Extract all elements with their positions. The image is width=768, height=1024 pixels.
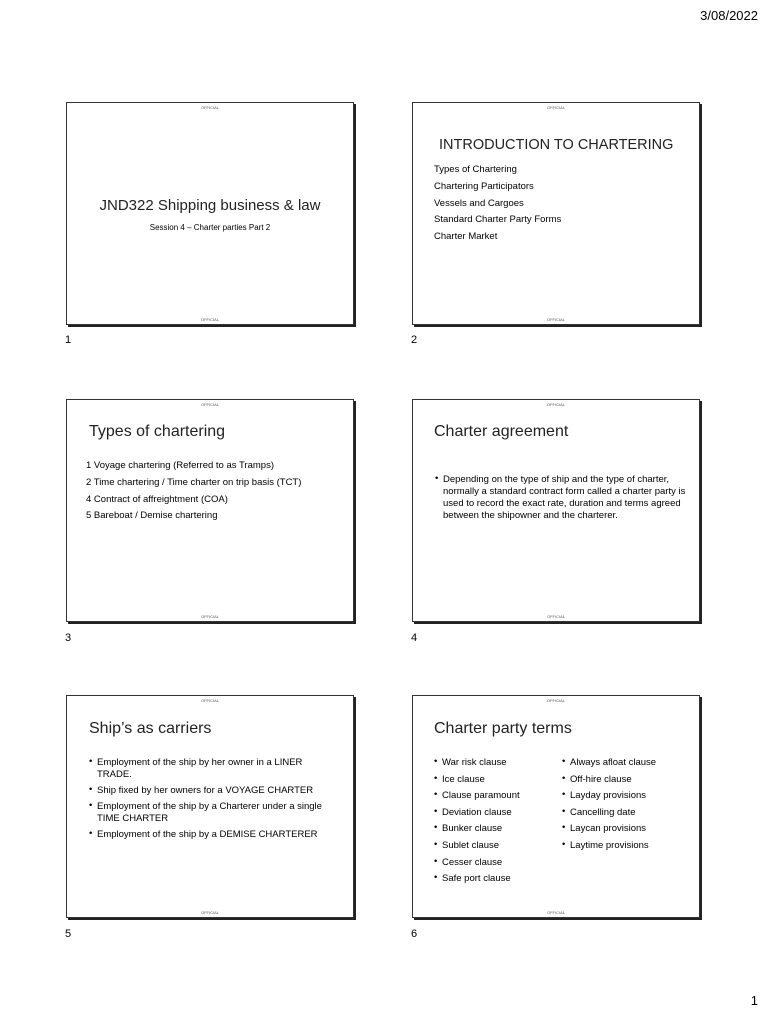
official-label: OFFICIAL xyxy=(200,614,219,619)
official-label: OFFICIAL xyxy=(200,910,219,915)
slide-number: 6 xyxy=(411,928,418,940)
slide-subtitle: Session 4 – Charter parties Part 2 xyxy=(149,223,271,232)
bullet-item: • Always afloat clause xyxy=(562,757,692,769)
slide-bullets-left xyxy=(434,757,554,890)
slide-title: Ship’s as carriers xyxy=(89,720,212,737)
official-label: OFFICIAL xyxy=(546,698,565,703)
list-item: 4 Contract of affreightment (COA) xyxy=(86,493,228,505)
list-item: Types of Chartering xyxy=(434,164,517,175)
bullet-item: • Deviation clause xyxy=(434,807,554,819)
slide-number: 4 xyxy=(411,632,418,644)
list-item: Standard Charter Party Forms xyxy=(434,214,562,226)
slide-bullets xyxy=(435,474,697,526)
slide-title: JND322 Shipping business & law xyxy=(99,197,321,214)
official-label: OFFICIAL xyxy=(546,105,565,110)
bullet-item: • Laytime provisions xyxy=(562,840,692,852)
slide-title: INTRODUCTION TO CHARTERING xyxy=(439,137,674,153)
list-item: 5 Bareboat / Demise chartering xyxy=(86,510,218,522)
slide-number: 5 xyxy=(65,928,72,940)
bullet-item: • Laycan provisions xyxy=(562,823,692,835)
list-item: 2 Time chartering / Time charter on trip basis (TCT) xyxy=(86,476,302,488)
slide-6 xyxy=(412,695,700,918)
slide-number: 1 xyxy=(65,334,72,346)
bullet-item: • War risk clause xyxy=(434,757,554,769)
slide-number: 2 xyxy=(411,334,418,346)
official-label: OFFICIAL xyxy=(200,317,219,322)
page-date: 3/08/2022 xyxy=(700,8,758,23)
slide-list xyxy=(434,162,561,246)
slide-3 xyxy=(66,399,354,622)
list-item: Chartering Participators xyxy=(434,180,534,192)
official-label: OFFICIAL xyxy=(200,402,219,407)
slide-title: Charter party terms xyxy=(434,720,572,737)
bullet-item: • Safe port clause xyxy=(434,873,554,885)
bullet-item: • Employment of the ship by a Charterer under a single TIME CHARTER xyxy=(89,801,334,825)
page-number: 1 xyxy=(750,993,758,1008)
bullet-item: • Sublet clause xyxy=(434,840,554,852)
bullet-item: • Employment of the ship by a DEMISE CHARTERER xyxy=(89,829,334,841)
slide-number: 3 xyxy=(65,632,72,644)
slide-2 xyxy=(412,102,700,325)
bullet-item: • Ship fixed by her owners for a VOYAGE CHARTER xyxy=(89,785,334,797)
official-label: OFFICIAL xyxy=(200,105,219,110)
slide-1 xyxy=(66,102,354,325)
bullet-item: • Cancelling date xyxy=(562,807,692,819)
list-item: Vessels and Cargoes xyxy=(434,197,524,209)
slide-4 xyxy=(412,399,700,622)
bullet-item: • Off-hire clause xyxy=(562,774,692,786)
bullet-item: • Clause paramount xyxy=(434,790,554,802)
slide-bullets-right xyxy=(562,757,692,857)
list-item: Charter Market xyxy=(434,231,498,243)
slide-title: Charter agreement xyxy=(434,423,569,440)
official-label: OFFICIAL xyxy=(546,317,565,322)
bullet-item: • Ice clause xyxy=(434,774,554,786)
bullet-item: • Depending on the type of ship and the type of charter, normally a standard contract form called a charter party is used to record the exact rate, duration and terms agreed between the shipowner and the charterer. xyxy=(435,474,697,522)
slide-bullets xyxy=(89,757,334,845)
official-label: OFFICIAL xyxy=(546,402,565,407)
bullet-item: • Cesser clause xyxy=(434,857,554,869)
slide-title: Types of chartering xyxy=(89,423,226,440)
official-label: OFFICIAL xyxy=(200,698,219,703)
bullet-item: • Layday provisions xyxy=(562,790,692,802)
official-label: OFFICIAL xyxy=(546,614,565,619)
official-label: OFFICIAL xyxy=(546,910,565,915)
bullet-item: • Bunker clause xyxy=(434,823,554,835)
bullet-item: • Employment of the ship by her owner in a LINER TRADE. xyxy=(89,757,334,781)
list-item: 1 Voyage chartering (Referred to as Tramps) xyxy=(86,460,274,471)
slide-list xyxy=(86,458,301,525)
slide-5 xyxy=(66,695,354,918)
